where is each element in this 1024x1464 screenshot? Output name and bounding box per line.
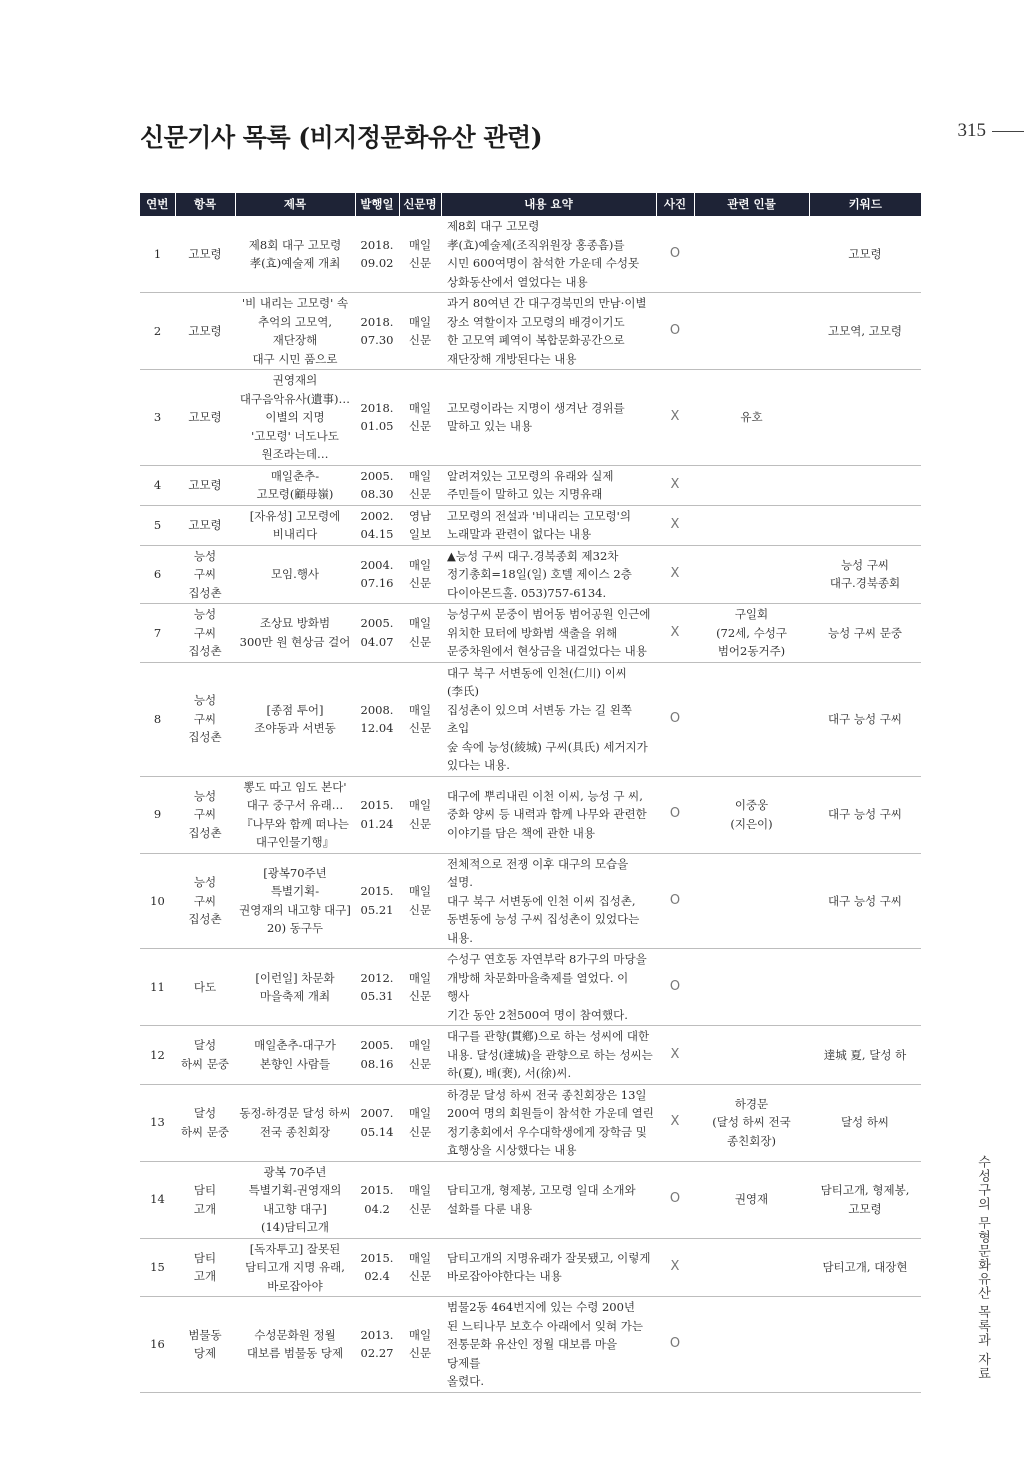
column-header: 내용 요약 (441, 193, 656, 216)
title-cell: 매일춘추-대구가 본향인 사람들 (235, 1026, 355, 1085)
table-row (140, 604, 921, 663)
summary-cell: 능성구씨 문중이 범어동 범어공원 인근에 위치한 묘터에 방화범 색출을 위해 문중차원에서 현상금을 내걸었다는 내용 (441, 604, 656, 663)
related-person-cell (694, 545, 809, 604)
row-number-cell: 7 (140, 604, 175, 663)
related-person-cell: 권영재 (694, 1161, 809, 1238)
table-row (140, 545, 921, 604)
photo-cell: O (656, 853, 694, 949)
table-row (140, 1297, 921, 1393)
photo-cell: X (656, 465, 694, 505)
table-row (140, 949, 921, 1026)
table-row (140, 216, 921, 293)
summary-cell: 고모령이라는 지명이 생겨난 경위를 말하고 있는 내용 (441, 370, 656, 466)
header-row (140, 193, 921, 216)
newspaper-cell: 매일 신문 (399, 662, 441, 776)
related-person-cell (694, 949, 809, 1026)
date-cell: 2002. 04.15 (355, 505, 399, 545)
summary-cell: ▲능성 구씨 대구.경북종회 제32차 정기총회=18일(일) 호텔 제이스 2층 다이아몬드홀. 053)757-6134. (441, 545, 656, 604)
date-cell: 2012. 05.31 (355, 949, 399, 1026)
row-number-cell: 3 (140, 370, 175, 466)
column-header: 관련 인물 (694, 193, 809, 216)
keyword-cell (809, 465, 921, 505)
summary-cell: 알려져있는 고모령의 유래와 실제 주민들이 말하고 있는 지명유래 (441, 465, 656, 505)
title-cell: '비 내리는 고모령' 속 추억의 고모역, 재단장해 대구 시민 품으로 (235, 293, 355, 370)
column-header: 연번 (140, 193, 175, 216)
item-cell: 고모령 (175, 216, 235, 293)
table-row (140, 776, 921, 853)
summary-cell: 과거 80여년 간 대구경북민의 만남·이별 장소 역할이자 고모령의 배경이기도 한 고모역 폐역이 복합문화공간으로 재단장해 개방된다는 내용 (441, 293, 656, 370)
table-body (140, 216, 921, 1392)
row-number-cell: 15 (140, 1238, 175, 1297)
photo-cell: O (656, 1161, 694, 1238)
title-cell: 뽕도 따고 임도 본다' 대구 중구서 유래… 『나무와 함께 떠나는 대구인물기행』 (235, 776, 355, 853)
related-person-cell (694, 293, 809, 370)
item-cell: 담티 고개 (175, 1161, 235, 1238)
table-row (140, 1026, 921, 1085)
date-cell: 2013. 02.27 (355, 1297, 399, 1393)
table-header (140, 193, 921, 216)
table-row (140, 1084, 921, 1161)
summary-cell: 범물2동 464번지에 있는 수령 200년 된 느티나무 보호수 아래에서 잊혀 가는 전통문화 유산인 정월 대보름 마을 당제를 올렸다. (441, 1297, 656, 1393)
title-cell: [자유성] 고모령에 비내리다 (235, 505, 355, 545)
newspaper-cell: 매일 신문 (399, 853, 441, 949)
row-number-cell: 1 (140, 216, 175, 293)
keyword-cell: 대구 능성 구씨 (809, 662, 921, 776)
table-row (140, 370, 921, 466)
related-person-cell (694, 1238, 809, 1297)
related-person-cell (694, 853, 809, 949)
newspaper-cell: 매일 신문 (399, 949, 441, 1026)
photo-cell: X (656, 1026, 694, 1085)
related-person-cell: 구일회 (72세, 수성구 범어2동거주) (694, 604, 809, 663)
keyword-cell: 고모령 (809, 216, 921, 293)
row-number-cell: 13 (140, 1084, 175, 1161)
row-number-cell: 5 (140, 505, 175, 545)
table-row (140, 1161, 921, 1238)
photo-cell: X (656, 1084, 694, 1161)
item-cell: 달성 하씨 문중 (175, 1026, 235, 1085)
summary-cell: 담티고개, 형제봉, 고모령 일대 소개와 설화를 다룬 내용 (441, 1161, 656, 1238)
keyword-cell: 담티고개, 형제봉, 고모령 (809, 1161, 921, 1238)
title-cell: 제8회 대구 고모령 孝(효)예술제 개최 (235, 216, 355, 293)
photo-cell: O (656, 216, 694, 293)
newspaper-cell: 매일 신문 (399, 1084, 441, 1161)
page-number (958, 120, 1024, 142)
title-cell: 권영재의 대구음악유사(遺事)… 이별의 지명 '고모령' 너도나도 원조라는데… (235, 370, 355, 466)
newspaper-cell: 매일 신문 (399, 370, 441, 466)
photo-cell: O (656, 293, 694, 370)
column-header: 제목 (235, 193, 355, 216)
summary-cell: 고모령의 전설과 '비내리는 고모령'의 노래말과 관련이 없다는 내용 (441, 505, 656, 545)
photo-cell: X (656, 1238, 694, 1297)
table-row (140, 465, 921, 505)
newspaper-articles-table (140, 193, 921, 1393)
summary-cell: 대구에 뿌리내린 이천 이씨, 능성 구 씨, 중화 양씨 등 내력과 함께 나무와 관련한 이야기를 담은 책에 관한 내용 (441, 776, 656, 853)
title-cell: 매일춘추- 고모령(顧母嶺) (235, 465, 355, 505)
photo-cell: X (656, 370, 694, 466)
photo-cell: X (656, 505, 694, 545)
summary-cell: 수성구 연호동 자연부락 8가구의 마당을 개방해 차문화마을축제를 열었다. 이 행사 기간 동안 2천500여 명이 참여했다. (441, 949, 656, 1026)
newspaper-cell: 매일 신문 (399, 216, 441, 293)
keyword-cell: 대구 능성 구씨 (809, 776, 921, 853)
item-cell: 능성 구씨 집성촌 (175, 545, 235, 604)
title-cell: 동정-하경문 달성 하씨 전국 종친회장 (235, 1084, 355, 1161)
date-cell: 2015. 04.2 (355, 1161, 399, 1238)
newspaper-cell: 매일 신문 (399, 545, 441, 604)
summary-cell: 대구를 관향(貫鄕)으로 하는 성씨에 대한 내용. 달성(達城)을 관향으로 하는 성씨는 하(夏), 배(裵), 서(徐)씨. (441, 1026, 656, 1085)
column-header: 사진 (656, 193, 694, 216)
keyword-cell: 대구 능성 구씨 (809, 853, 921, 949)
keyword-cell (809, 370, 921, 466)
title-cell: [광복70주년 특별기획- 권영재의 내고향 대구] 20) 동구두 (235, 853, 355, 949)
date-cell: 2018. 01.05 (355, 370, 399, 466)
newspaper-cell: 매일 신문 (399, 293, 441, 370)
column-header: 발행일 (355, 193, 399, 216)
keyword-cell (809, 1297, 921, 1393)
keyword-cell: 능성 구씨 대구.경북종회 (809, 545, 921, 604)
photo-cell: O (656, 949, 694, 1026)
photo-cell: O (656, 662, 694, 776)
related-person-cell: 하경문 (달성 하씨 전국 종친회장) (694, 1084, 809, 1161)
related-person-cell (694, 505, 809, 545)
date-cell: 2004. 07.16 (355, 545, 399, 604)
page-title: 신문기사 목록 (비지정문화유산 관련) (140, 123, 543, 152)
column-header: 키워드 (809, 193, 921, 216)
summary-cell: 담티고개의 지명유래가 잘못됐고, 이렇게 바로잡아야한다는 내용 (441, 1238, 656, 1297)
date-cell: 2005. 08.16 (355, 1026, 399, 1085)
date-cell: 2015. 02.4 (355, 1238, 399, 1297)
row-number-cell: 11 (140, 949, 175, 1026)
item-cell: 고모령 (175, 505, 235, 545)
newspaper-cell: 매일 신문 (399, 1026, 441, 1085)
newspaper-cell: 매일 신문 (399, 1297, 441, 1393)
date-cell: 2005. 08.30 (355, 465, 399, 505)
item-cell: 달성 하씨 문중 (175, 1084, 235, 1161)
photo-cell: O (656, 776, 694, 853)
page-number-rule (992, 131, 1024, 132)
date-cell: 2005. 04.07 (355, 604, 399, 663)
item-cell: 고모령 (175, 293, 235, 370)
related-person-cell (694, 1026, 809, 1085)
title-cell: 수성문화원 정월 대보름 범물동 당제 (235, 1297, 355, 1393)
photo-cell: O (656, 1297, 694, 1393)
summary-cell: 하경문 달성 하씨 전국 종친회장은 13일 200여 명의 회원들이 참석한 가운데 열린 정기총회에서 우수대학생에게 장학금 및 효행상을 시상했다는 내용 (441, 1084, 656, 1161)
newspaper-cell: 영남 일보 (399, 505, 441, 545)
related-person-cell (694, 465, 809, 505)
newspaper-cell: 매일 신문 (399, 776, 441, 853)
keyword-cell: 능성 구씨 문중 (809, 604, 921, 663)
newspaper-cell: 매일 신문 (399, 1161, 441, 1238)
row-number-cell: 9 (140, 776, 175, 853)
row-number-cell: 8 (140, 662, 175, 776)
row-number-cell: 12 (140, 1026, 175, 1085)
item-cell: 능성 구씨 집성촌 (175, 853, 235, 949)
newspaper-cell: 매일 신문 (399, 465, 441, 505)
date-cell: 2015. 01.24 (355, 776, 399, 853)
related-person-cell (694, 1297, 809, 1393)
related-person-cell: 이중웅 (지은이) (694, 776, 809, 853)
summary-cell: 전체적으로 전쟁 이후 대구의 모습을 설명. 대구 북구 서변동에 인천 이씨 집성촌, 동변동에 능성 구씨 집성촌이 있었다는 내용. (441, 853, 656, 949)
item-cell: 고모령 (175, 370, 235, 466)
date-cell: 2008. 12.04 (355, 662, 399, 776)
title-cell: 광복 70주년 특별기획-권영재의 내고향 대구] (14)담티고개 (235, 1161, 355, 1238)
title-cell: [종점 투어] 조야동과 서변동 (235, 662, 355, 776)
column-header: 항목 (175, 193, 235, 216)
item-cell: 다도 (175, 949, 235, 1026)
date-cell: 2018. 07.30 (355, 293, 399, 370)
row-number-cell: 10 (140, 853, 175, 949)
related-person-cell (694, 662, 809, 776)
keyword-cell: 달성 하씨 (809, 1084, 921, 1161)
table-row (140, 1238, 921, 1297)
photo-cell: X (656, 545, 694, 604)
date-cell: 2018. 09.02 (355, 216, 399, 293)
table-row (140, 293, 921, 370)
photo-cell: X (656, 604, 694, 663)
keyword-cell (809, 949, 921, 1026)
title-cell: 모임.행사 (235, 545, 355, 604)
side-caption: 수성구의 무형문화유산 목록과 자료 (975, 1155, 990, 1381)
row-number-cell: 6 (140, 545, 175, 604)
item-cell: 능성 구씨 집성촌 (175, 604, 235, 663)
keyword-cell: 고모역, 고모령 (809, 293, 921, 370)
keyword-cell: 達城 夏, 달성 하 (809, 1026, 921, 1085)
summary-cell: 대구 북구 서변동에 인천(仁川) 이씨(李氏) 집성촌이 있으며 서변동 가는 길 왼쪽 초입 숲 속에 능성(綾城) 구씨(具氏) 세거지가 있다는 내용. (441, 662, 656, 776)
column-header: 신문명 (399, 193, 441, 216)
title-cell: [독자투고] 잘못된 담티고개 지명 유래, 바로잡아야 (235, 1238, 355, 1297)
related-person-cell (694, 216, 809, 293)
item-cell: 담티 고개 (175, 1238, 235, 1297)
date-cell: 2007. 05.14 (355, 1084, 399, 1161)
keyword-cell (809, 505, 921, 545)
item-cell: 고모령 (175, 465, 235, 505)
row-number-cell: 2 (140, 293, 175, 370)
keyword-cell: 담티고개, 대장현 (809, 1238, 921, 1297)
date-cell: 2015. 05.21 (355, 853, 399, 949)
item-cell: 범물동 당제 (175, 1297, 235, 1393)
title-cell: [이런일] 차문화 마을축제 개최 (235, 949, 355, 1026)
table-row (140, 853, 921, 949)
item-cell: 능성 구씨 집성촌 (175, 776, 235, 853)
item-cell: 능성 구씨 집성촌 (175, 662, 235, 776)
newspaper-cell: 매일 신문 (399, 604, 441, 663)
newspaper-cell: 매일 신문 (399, 1238, 441, 1297)
table-row (140, 662, 921, 776)
row-number-cell: 16 (140, 1297, 175, 1393)
row-number-cell: 14 (140, 1161, 175, 1238)
row-number-cell: 4 (140, 465, 175, 505)
title-cell: 조상묘 방화범 300만 원 현상금 걸어 (235, 604, 355, 663)
page-number-label: 315 (957, 120, 986, 141)
table-row (140, 505, 921, 545)
summary-cell: 제8회 대구 고모령 孝(효)예술제(조직위원장 홍종흠)를 시민 600여명이 참석한 가운데 수성못 상화동산에서 열었다는 내용 (441, 216, 656, 293)
related-person-cell: 유호 (694, 370, 809, 466)
